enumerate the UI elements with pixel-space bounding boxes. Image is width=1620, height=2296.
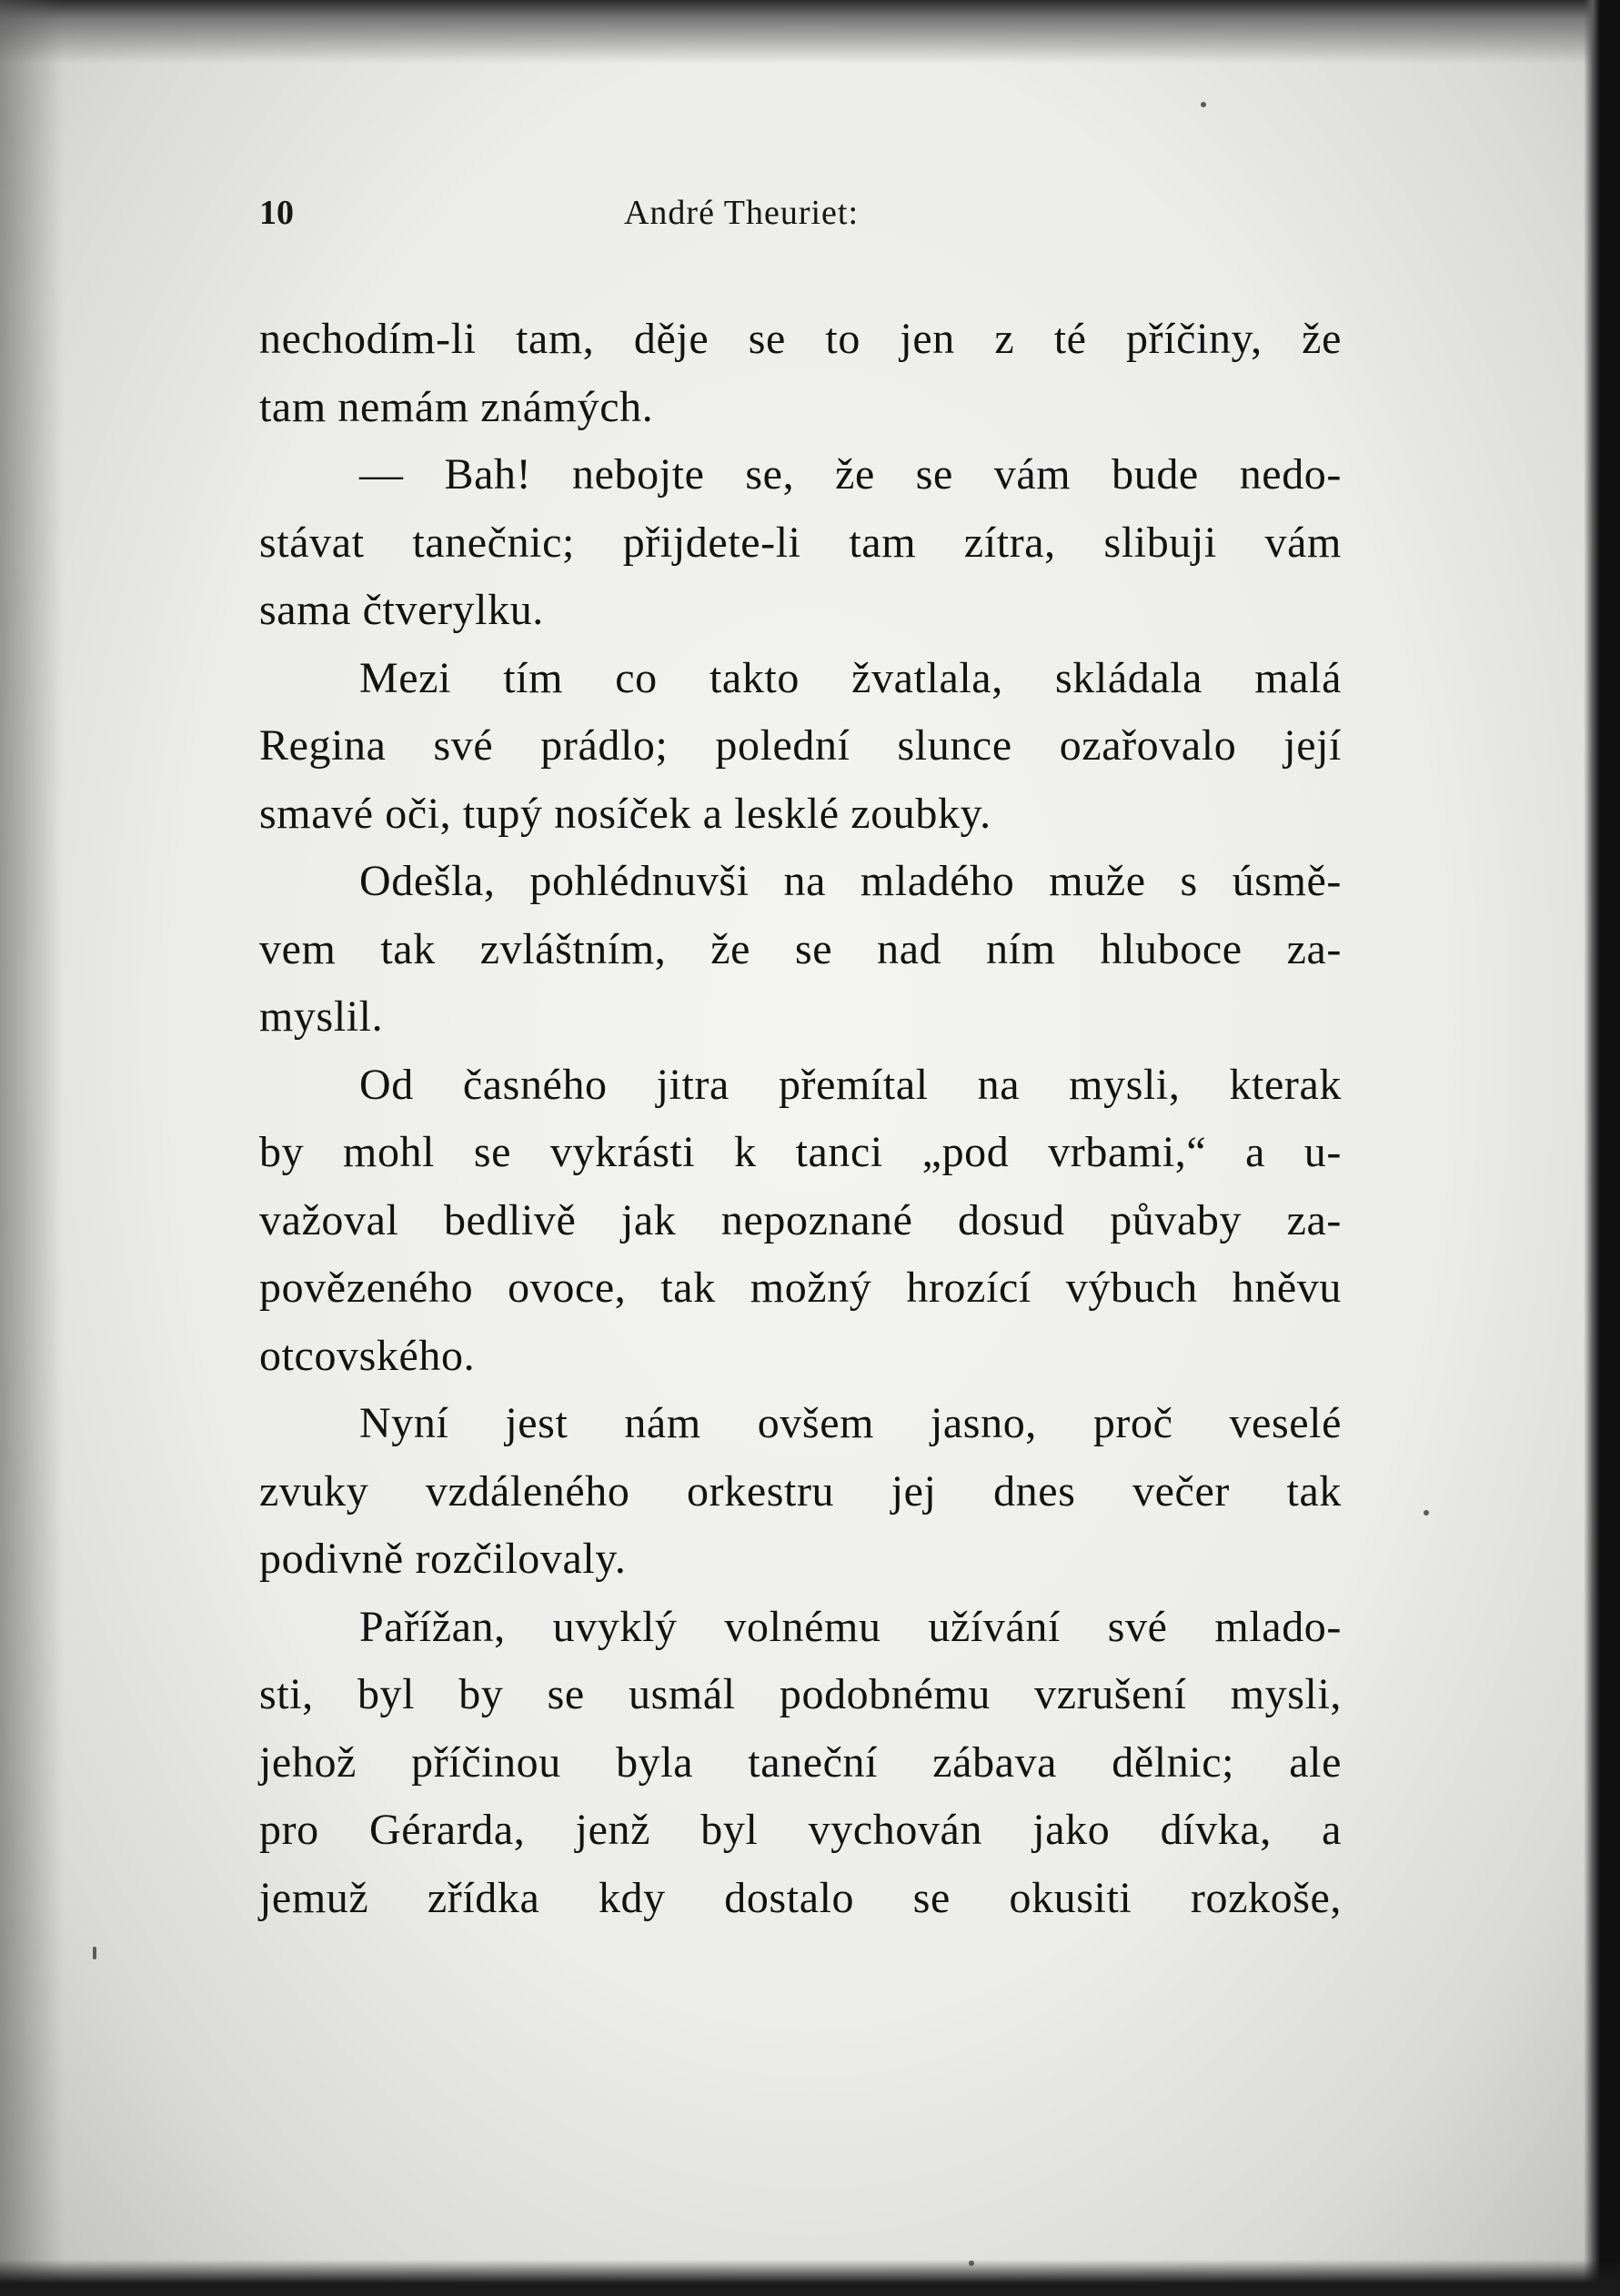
text-line: podivně rozčilovaly. <box>259 1535 627 1583</box>
text-line: Mezi tím co takto žvatlala, skládala malá <box>359 653 1342 702</box>
running-head <box>259 193 1342 244</box>
text-line: zvuky vzdáleného orkestru jej dnes večer tak <box>259 1466 1342 1516</box>
text-line: Nyní jest nám ovšem jasno, proč veselé <box>359 1399 1342 1447</box>
page-number: 10 <box>259 194 294 232</box>
text-line: povězeného ovoce, tak možný hrozící výbuch hněvu <box>259 1264 1342 1312</box>
scan-shadow-left <box>0 0 64 2296</box>
text-line: sama čtverylku. <box>259 586 544 634</box>
text-line: Pařížan, uvyklý volnému užívání své mlado- <box>359 1602 1342 1651</box>
text-line: tam nemám známých. <box>259 382 654 431</box>
text-line: jehož příčinou byla taneční zábava dělnic; ale <box>259 1737 1342 1787</box>
text-line: smavé oči, tupý nosíček a lesklé zoubky. <box>259 789 991 838</box>
text-line: stávat tanečnic; přijdete-li tam zítra, slibuji vám <box>259 518 1342 567</box>
text-line: vem tak zvláštním, že se nad ním hluboce za- <box>259 924 1342 973</box>
scan-shadow-top <box>0 0 1620 64</box>
text-line: Odešla, pohlédnuvši na mladého muže s úsmě- <box>359 857 1342 905</box>
scan-speck <box>969 2261 974 2266</box>
text-line: — Bah! nebojte se, že se vám bude nedo- <box>359 450 1342 498</box>
scan-speck <box>1201 102 1206 107</box>
text-line: Regina své prádlo; polední slunce ozařovalo její <box>259 721 1342 770</box>
running-head-title: André Theuriet: <box>623 194 860 232</box>
scan-speck <box>93 1947 96 1959</box>
scan-speck <box>1424 1510 1429 1516</box>
body-text <box>259 306 1342 1932</box>
scan-shadow-bottom <box>0 2260 1620 2296</box>
text-line: by mohl se vykrásti k tanci „pod vrbami,“ a u- <box>259 1128 1342 1176</box>
scan-shadow-right <box>1584 0 1620 2296</box>
text-line: pro Gérarda, jenž byl vychován jako dívka, a <box>259 1806 1342 1854</box>
text-line: myslil. <box>259 992 384 1041</box>
text-line: sti, byl by se usmál podobnému vzrušení mysli, <box>259 1670 1342 1718</box>
text-line: Od časného jitra přemítal na mysli, kterak <box>359 1060 1342 1109</box>
text-line: jemuž zřídka kdy dostalo se okusiti rozkoše, <box>259 1873 1342 1922</box>
text-line: važoval bedlivě jak nepoznané dosud půvaby za- <box>259 1195 1342 1244</box>
text-line: otcovského. <box>259 1331 476 1380</box>
text-line: nechodím-li tam, děje se to jen z té příčiny, že <box>259 315 1342 363</box>
